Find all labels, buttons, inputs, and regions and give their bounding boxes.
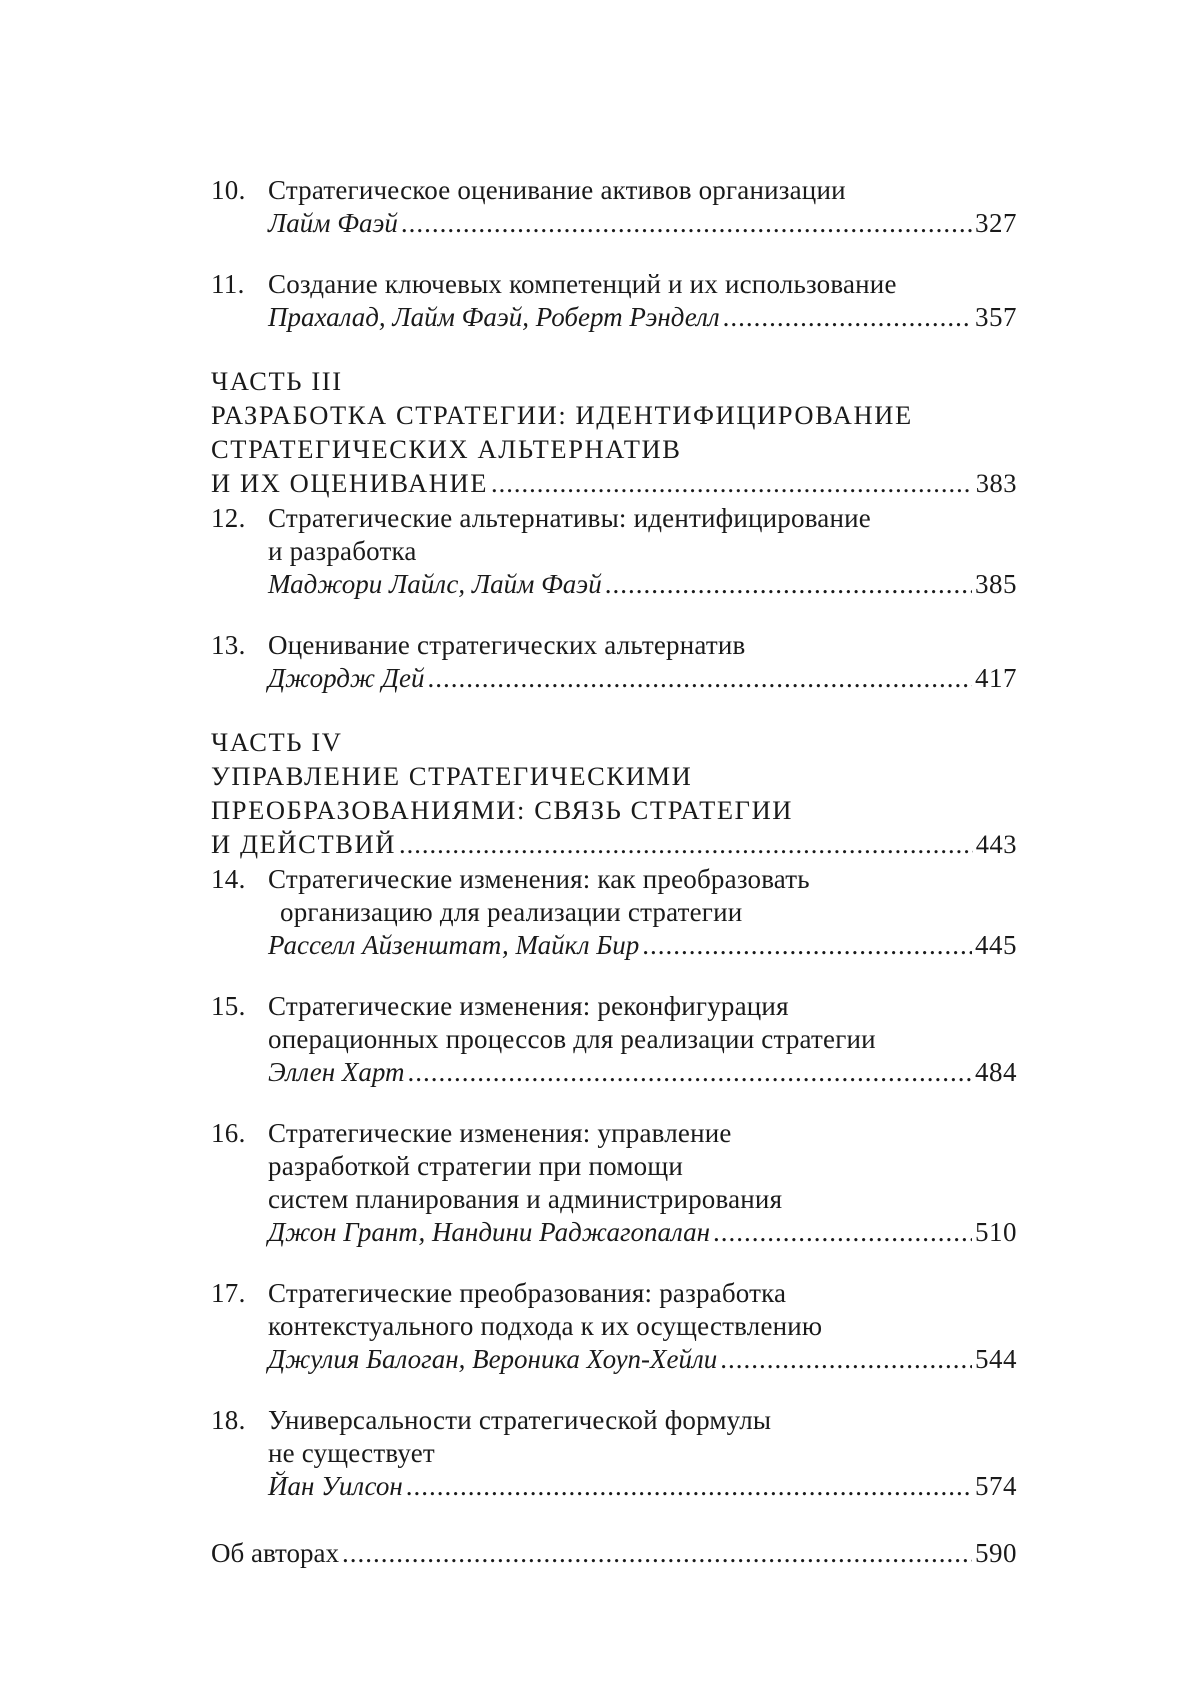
- dot-leader: [491, 466, 973, 500]
- part-title-line: И ДЕЙСТВИЙ: [211, 829, 396, 859]
- toc-part-4[interactable]: [211, 725, 1017, 861]
- chapter-title: Стратегические альтернативы: идентифицирование: [268, 503, 871, 533]
- chapter-title: систем планирования и администрирования: [268, 1184, 783, 1214]
- chapter-title: Стратегические изменения: реконфигурация: [268, 991, 789, 1021]
- page-number: 357: [975, 302, 1017, 332]
- toc-chapter-16[interactable]: [211, 1117, 1017, 1249]
- dot-leader: [605, 568, 972, 601]
- chapter-title: контекстуального подхода к их осуществлению: [268, 1311, 823, 1341]
- part-label: ЧАСТЬ III: [211, 366, 343, 396]
- toc-chapter-12[interactable]: [211, 502, 1017, 601]
- part-title-line: РАЗРАБОТКА СТРАТЕГИИ: ИДЕНТИФИЦИРОВАНИЕ: [211, 400, 913, 430]
- toc-chapter-15[interactable]: [211, 990, 1017, 1089]
- chapter-number: 17.: [211, 1278, 246, 1308]
- page-number: 383: [975, 468, 1017, 498]
- dot-leader: [723, 301, 972, 334]
- dot-leader: [406, 1470, 972, 1503]
- chapter-number: 14.: [211, 864, 246, 894]
- chapter-title: и разработка: [268, 536, 417, 566]
- page-number: 574: [975, 1471, 1017, 1501]
- page-number: 385: [975, 569, 1017, 599]
- chapter-number: 15.: [211, 991, 246, 1021]
- toc-chapter-18[interactable]: [211, 1404, 1017, 1503]
- toc-about-authors[interactable]: [211, 1537, 1017, 1570]
- part-title-line: И ИХ ОЦЕНИВАНИЕ: [211, 468, 489, 498]
- chapter-title: Стратегические преобразования: разработка: [268, 1278, 787, 1308]
- chapter-number: 16.: [211, 1118, 246, 1148]
- part-title-last-line: [211, 466, 1017, 500]
- part-title-line: СТРАТЕГИЧЕСКИХ АЛЬТЕРНАТИВ: [211, 434, 682, 464]
- chapter-title: разработкой стратегии при помощи: [268, 1151, 683, 1181]
- chapter-title: организацию для реализации стратегии: [280, 897, 743, 927]
- dot-leader: [642, 929, 972, 962]
- chapter-authors: Джулия Балоган, Вероника Хоуп-Хейли: [268, 1344, 718, 1374]
- chapter-authors: Расселл Айзенштат, Майкл Бир: [268, 930, 640, 960]
- chapter-title: операционных процессов для реализации стратегии: [268, 1024, 876, 1054]
- part-title-line: УПРАВЛЕНИЕ СТРАТЕГИЧЕСКИМИ: [211, 761, 693, 791]
- page-number: 544: [975, 1344, 1017, 1374]
- chapter-author-line: [268, 301, 1017, 334]
- part-label: ЧАСТЬ IV: [211, 727, 343, 757]
- chapter-number: 13.: [211, 630, 246, 660]
- page-number: 510: [975, 1217, 1017, 1247]
- chapter-author-line: [268, 662, 1017, 695]
- about-authors-label: Об авторах: [211, 1538, 339, 1568]
- chapter-number: 11.: [211, 269, 245, 299]
- chapter-title: Стратегические изменения: управление: [268, 1118, 732, 1148]
- toc-chapter-17[interactable]: [211, 1277, 1017, 1376]
- page-number: 417: [975, 663, 1017, 693]
- toc-chapter-13[interactable]: [211, 629, 1017, 695]
- chapter-author-line: [268, 929, 1017, 962]
- chapter-title: Создание ключевых компетенций и их использование: [268, 269, 897, 299]
- part-title-last-line: [211, 827, 1017, 861]
- table-of-contents: [211, 174, 1017, 1570]
- chapter-number: 10.: [211, 175, 246, 205]
- chapter-author-line: [268, 1343, 1017, 1376]
- chapter-number: 12.: [211, 503, 246, 533]
- chapter-authors: Прахалад, Лайм Фаэй, Роберт Рэнделл: [268, 302, 720, 332]
- toc-chapter-14[interactable]: [211, 863, 1017, 962]
- toc-chapter-11[interactable]: [211, 268, 1017, 334]
- chapter-authors: Маджори Лайлс, Лайм Фаэй: [268, 569, 602, 599]
- chapter-author-line: [268, 568, 1017, 601]
- chapter-authors: Лайм Фаэй: [268, 208, 398, 238]
- chapter-author-line: [268, 1470, 1017, 1503]
- chapter-title: Универсальности стратегической формулы: [268, 1405, 772, 1435]
- chapter-title: Стратегическое оценивание активов организации: [268, 175, 846, 205]
- dot-leader: [399, 827, 973, 861]
- chapter-title: Оценивание стратегических альтернатив: [268, 630, 746, 660]
- chapter-authors: Джордж Дей: [268, 663, 425, 693]
- dot-leader: [713, 1216, 972, 1249]
- toc-chapter-10[interactable]: [211, 174, 1017, 240]
- chapter-authors: Эллен Харт: [268, 1057, 405, 1087]
- dot-leader: [401, 207, 972, 240]
- page-number: 484: [975, 1057, 1017, 1087]
- page-number: 445: [975, 930, 1017, 960]
- chapter-number: 18.: [211, 1405, 246, 1435]
- part-title-line: ПРЕОБРАЗОВАНИЯМИ: СВЯЗЬ СТРАТЕГИИ: [211, 795, 794, 825]
- dot-leader: [427, 662, 972, 695]
- page-number: 443: [975, 829, 1017, 859]
- page-number: 327: [975, 208, 1017, 238]
- page-number: 590: [975, 1538, 1017, 1568]
- chapter-author-line: [268, 1216, 1017, 1249]
- chapter-author-line: [268, 207, 1017, 240]
- toc-part-3[interactable]: [211, 364, 1017, 500]
- chapter-authors: Йан Уилсон: [268, 1471, 403, 1501]
- chapter-author-line: [268, 1056, 1017, 1089]
- dot-leader: [342, 1537, 972, 1570]
- chapter-title: не существует: [268, 1438, 435, 1468]
- dot-leader: [720, 1343, 972, 1376]
- chapter-authors: Джон Грант, Нандини Раджагопалан: [268, 1217, 711, 1247]
- dot-leader: [407, 1056, 972, 1089]
- chapter-title: Стратегические изменения: как преобразовать: [268, 864, 810, 894]
